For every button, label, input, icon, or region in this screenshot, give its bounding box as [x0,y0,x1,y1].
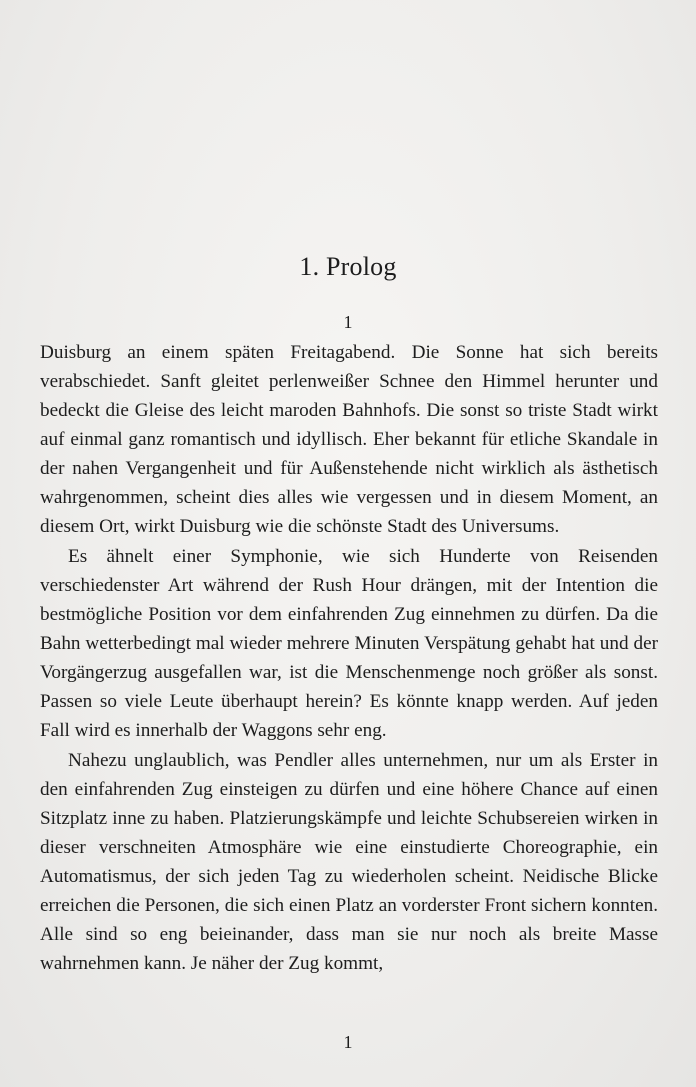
paragraph-3: Nahezu unglaublich, was Pendler alles unternehmen, nur um als Erster in den einfahrenden Zug einsteigen zu dürfen und eine höhere Chance auf einen Sitzplatz inne zu haben. Platzierungskämpfe und leichte Schubsereien wirken in dieser verschneiten Atmosphäre wie eine einstudierte Choreographie, ein Automatismus, der sich jeden Tag zu wiederholen scheint. Neidische Blicke erreichen die Personen, die sich einen Platz an vorderster Front sichern konnten. Alle sind so eng beieinander, dass man sie nur noch als breite Masse wahrnehmen kann. Je näher der Zug kommt, [40,750,658,974]
paragraph-2: Es ähnelt einer Symphonie, wie sich Hunderte von Reisenden verschiedenster Art während der Rush Hour drängen, mit der Intention die bestmögliche Position vor dem einfahrenden Zug einnehmen zu dürfen. Da die Bahn wetterbedingt mal wieder mehrere Minuten Verspätung gehabt hat und der Vorgängerzug ausgefallen war, ist die Menschenmenge noch größer als sonst. Passen so viele Leute überhaupt herein? Es könnte knapp werden. Auf jeden Fall wird es innerhalb der Waggons sehr eng. [40,546,658,741]
page-number: 1 [343,1032,353,1052]
chapter-title: 1. Prolog [299,252,397,281]
section-number: 1 [343,312,353,332]
body-text [40,338,658,978]
paragraph-1: Duisburg an einem späten Freitagabend. Die Sonne hat sich bereits verabschiedet. Sanft gleitet perlenweißer Schnee den Himmel herunter und bedeckt die Gleise des leicht maroden Bahnhofs. Die sonst so triste Stadt wirkt auf einmal ganz romantisch und idyllisch. Eher bekannt für etliche Skandale in der nahen Vergangenheit und für Außenstehende nicht wirklich als ästhetisch wahrgenommen, scheint dies alles wie vergessen und in diesem Moment, an diesem Ort, wirkt Duisburg wie die schönste Stadt des Universums. [40,342,658,537]
